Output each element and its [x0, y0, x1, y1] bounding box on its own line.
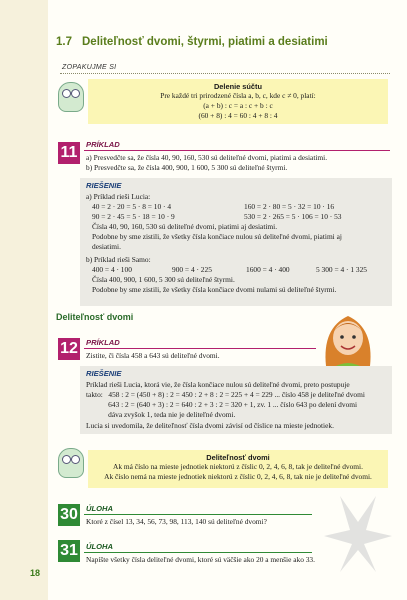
task-heading-rule [84, 552, 312, 553]
example-line: a) Presvedčte sa, že čísla 40, 90, 160, 530 sú deliteľné dvomi, piatimi a desiatimi. [86, 153, 328, 162]
example-heading-rule [84, 348, 316, 349]
example-line: Zistite, či čísla 458 a 643 sú deliteľné dvomi. [86, 351, 220, 360]
rule-box-line: Ak číslo nemá na mieste jednotiek niektorú z číslic 0, 2, 4, 6, 8, tak nie je deliteľné dvomi. [104, 471, 372, 481]
star-watermark-icon [322, 492, 394, 574]
solution-line: Príklad rieši Lucia, ktorá vie, že čísla končiace nulou sú deliteľné dvomi, preto postupuje [86, 380, 350, 389]
solution-line: Lucia si uvedomila, že deliteľnosť čísla dvomi závisí od číslice na mieste jednotiek. [86, 421, 334, 430]
equation: 40 = 2 · 20 = 5 · 8 = 10 · 4 [92, 202, 172, 211]
solution-heading: RIEŠENIE [86, 369, 122, 378]
equation: 900 = 4 · 225 [172, 265, 212, 274]
example-heading-rule [84, 150, 390, 151]
equation: 5 300 = 4 · 1 325 [316, 265, 367, 274]
owl-icon [58, 82, 84, 112]
example-line: b) Presvedčte sa, že čísla 400, 900, 1 600, 5 300 sú deliteľné štyrmi. [86, 163, 288, 172]
solution-line: Čísla 400, 900, 1 600, 5 300 sú deliteľné štyrmi. [92, 275, 235, 284]
rule-box-line: Pre každé tri prirodzené čísla a, b, c, kde c ≠ 0, platí: [160, 91, 316, 100]
example-number-badge: 11 [58, 142, 80, 164]
girl-illustration [316, 308, 380, 370]
rule-box-line: (60 + 8) : 4 = 60 : 4 + 8 : 4 [198, 110, 278, 120]
rule-box-sum-division [88, 79, 388, 124]
example-number-badge: 12 [58, 338, 80, 360]
example-heading: PRÍKLAD [86, 338, 120, 347]
subsection-heading: Deliteľnosť dvomi [56, 312, 134, 322]
task-number-badge: 30 [58, 504, 80, 526]
section-title [56, 36, 328, 48]
solution-line: 643 : 2 = (640 + 3) : 2 = 640 : 2 + 3 : 2 = 320 + 1, zv. 1 ... číslo 643 po delení dvomi [86, 400, 358, 409]
rule-box-line: (a + b) : c = a : c + b : c [203, 100, 273, 110]
equation: 90 = 2 · 45 = 5 · 18 = 10 · 9 [92, 212, 175, 221]
task-heading: ÚLOHA [86, 542, 113, 551]
task-number-badge: 31 [58, 540, 80, 562]
rule-box-line: Ak má číslo na mieste jednotiek niektorú z číslic 0, 2, 4, 6, 8, tak je deliteľné dvomi. [113, 462, 363, 471]
solution-line: a) Príklad rieši Lucia: [86, 192, 151, 201]
equation: 400 = 4 · 100 [92, 265, 132, 274]
task-line: Ktoré z čísel 13, 34, 56, 73, 98, 113, 140 sú deliteľné dvomi? [86, 517, 267, 526]
example-heading: PRÍKLAD [86, 140, 120, 149]
solution-line: Čísla 40, 90, 160, 530 sú deliteľné dvomi, piatimi aj desiatimi. [92, 222, 278, 231]
equation: 1600 = 4 · 400 [246, 265, 290, 274]
solution-line: desiatimi. [92, 242, 121, 251]
rule-box-divisibility [88, 450, 388, 488]
solution-line: dáva zvyšok 1, teda nie je deliteľné dvomi. [86, 410, 236, 419]
owl-icon [58, 448, 84, 478]
solution-line: Podobne by sme zistili, že všetky čísla končiace dvomi nulami sú deliteľné štyrmi. [92, 285, 337, 294]
task-line: Napíšte všetky čísla deliteľné dvomi, ktoré sú väčšie ako 20 a menšie ako 33. [86, 555, 315, 564]
rule-box-title: Deliteľnosť dvomi [206, 453, 270, 462]
task-heading: ÚLOHA [86, 504, 113, 513]
review-label: ZOPAKUJME SI [62, 64, 117, 71]
divider [60, 73, 390, 74]
section-title-text: Deliteľnosť dvomi, štyrmi, piatimi a desiatimi [82, 36, 328, 48]
equation: 160 = 2 · 80 = 5 · 32 = 10 · 16 [244, 202, 335, 211]
solution-line: takto: 458 : 2 = (450 + 8) : 2 = 450 : 2 + 8 : 2 = 225 + 4 = 229 ... číslo 458 je deliteľné dvomi [86, 390, 365, 399]
equation: 530 = 2 · 265 = 5 · 106 = 10 · 53 [244, 212, 342, 221]
task-heading-rule [84, 514, 312, 515]
solution-line: Podobne by sme zistili, že všetky čísla končiace nulou sú deliteľné dvomi, piatimi aj [92, 232, 342, 241]
solution-heading: RIEŠENIE [86, 181, 122, 190]
left-margin-strip [0, 0, 48, 600]
rule-box-title: Delenie súčtu [213, 82, 263, 91]
solution-line: b) Príklad rieši Samo: [86, 255, 151, 264]
page-number: 18 [30, 568, 41, 578]
section-number: 1.7 [56, 36, 72, 48]
